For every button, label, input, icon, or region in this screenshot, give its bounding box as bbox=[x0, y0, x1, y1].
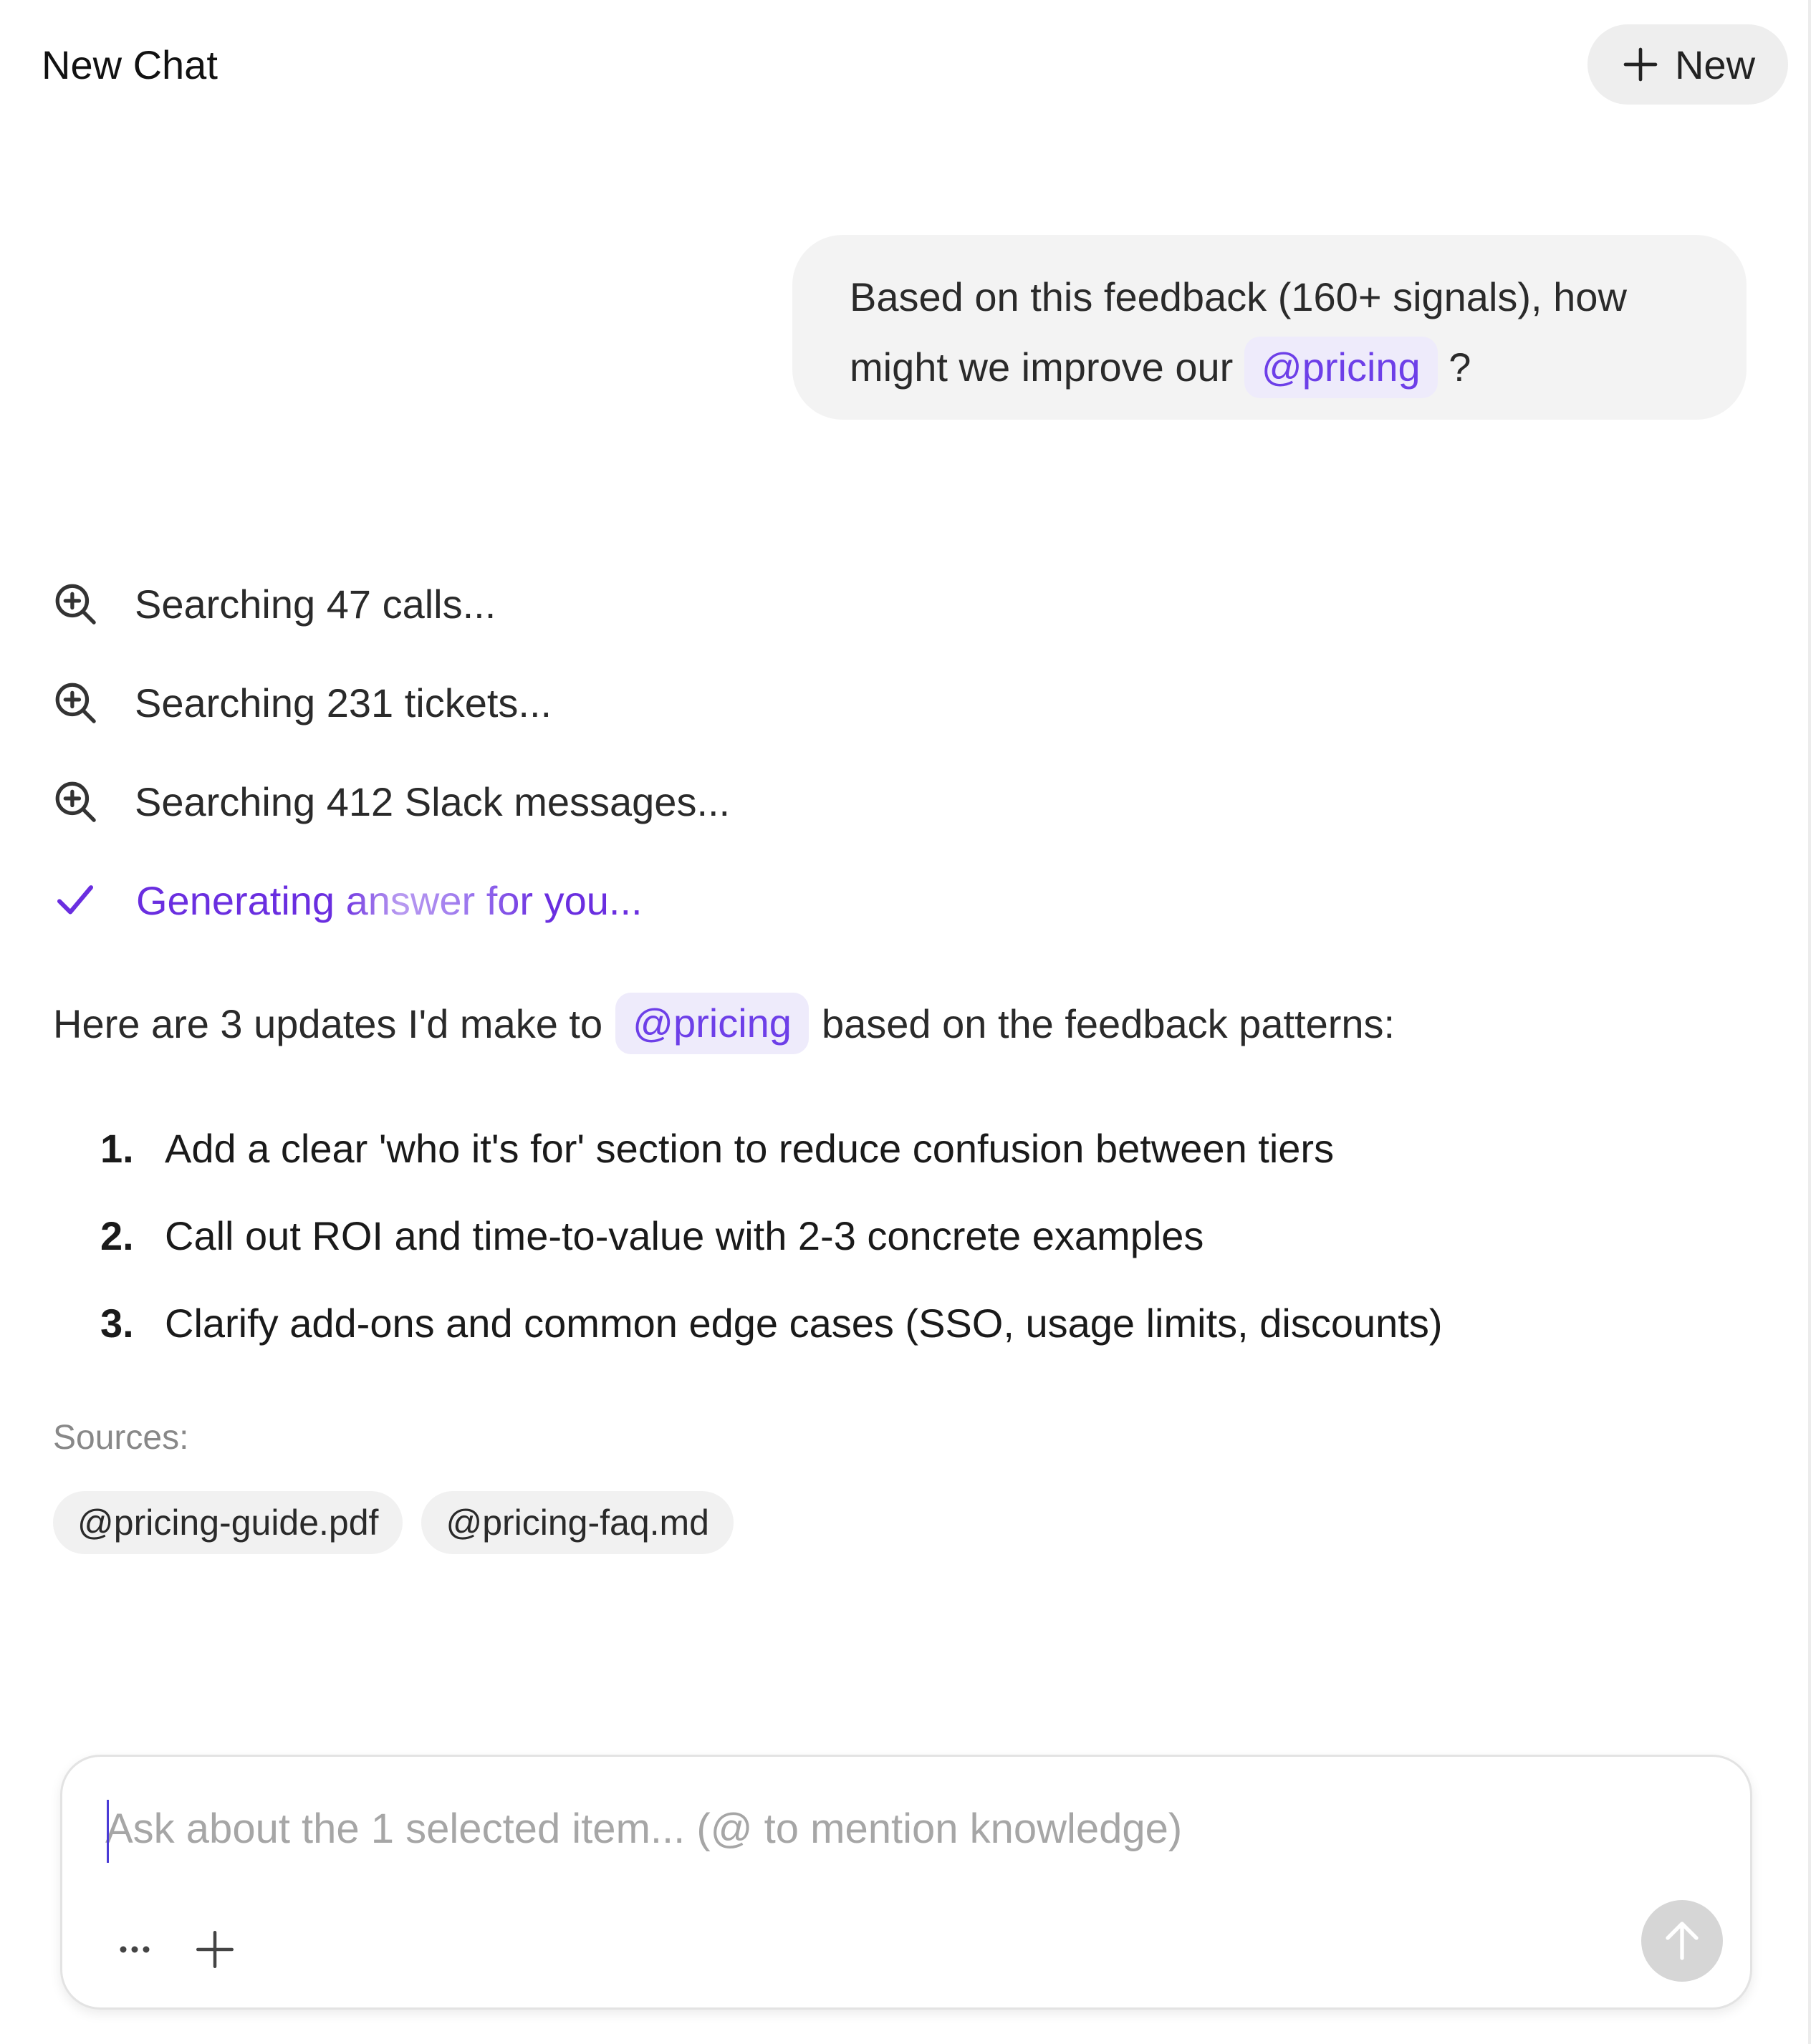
sources-label: Sources: bbox=[53, 1419, 189, 1457]
list-item-text: Call out ROI and time-to-value with 2-3 concrete examples bbox=[165, 1213, 1204, 1258]
arrow-up-icon bbox=[1659, 1918, 1705, 1964]
list-item bbox=[100, 1279, 1442, 1366]
step-label: Searching 47 calls... bbox=[135, 581, 496, 627]
plus-icon bbox=[193, 1928, 236, 1971]
list-item-number: 1. bbox=[100, 1125, 134, 1171]
source-chip[interactable]: @pricing-faq.md bbox=[421, 1491, 734, 1554]
pricing-mention-tag[interactable]: @pricing bbox=[615, 993, 809, 1054]
answer-intro-text-end: based on the feedback patterns: bbox=[821, 1001, 1396, 1046]
search-step-calls bbox=[52, 580, 496, 627]
search-step-slack bbox=[52, 778, 730, 825]
new-chat-label: New bbox=[1674, 42, 1756, 87]
list-item-text: Add a clear 'who it's for' section to reduce confusion between tiers bbox=[165, 1125, 1335, 1171]
list-item bbox=[100, 1192, 1442, 1279]
user-message-end: ? bbox=[1449, 344, 1471, 390]
list-item-number: 2. bbox=[100, 1213, 134, 1258]
chat-composer bbox=[60, 1755, 1752, 2010]
text-cursor bbox=[107, 1800, 109, 1863]
chat-title: New Chat bbox=[42, 42, 218, 87]
send-button[interactable] bbox=[1641, 1900, 1723, 1982]
source-chip[interactable]: @pricing-guide.pdf bbox=[53, 1491, 403, 1554]
more-dots-icon bbox=[117, 1944, 152, 1955]
step-label: Generating answer for you... bbox=[136, 877, 643, 923]
step-label: Searching 231 tickets... bbox=[135, 680, 552, 725]
zoom-in-icon bbox=[52, 679, 99, 726]
sources-chips bbox=[53, 1491, 734, 1554]
step-label: Searching 412 Slack messages... bbox=[135, 778, 731, 824]
list-item bbox=[100, 1104, 1442, 1192]
add-attachment-button[interactable] bbox=[188, 1923, 241, 1976]
list-item-text: Clarify add-ons and common edge cases (SSO, usage limits, discounts) bbox=[165, 1300, 1443, 1346]
user-message-bubble bbox=[792, 235, 1747, 420]
zoom-in-icon bbox=[52, 580, 99, 627]
answer-list bbox=[100, 1104, 1442, 1366]
generating-step bbox=[52, 877, 643, 924]
answer-intro-text: Here are 3 updates I'd make to bbox=[53, 1001, 603, 1046]
user-message-text: Based on this feedback (160+ signals), how might we improve our bbox=[850, 274, 1627, 390]
list-item-number: 3. bbox=[100, 1300, 134, 1346]
new-chat-button[interactable] bbox=[1587, 24, 1788, 105]
zoom-in-icon bbox=[52, 778, 99, 825]
plus-icon bbox=[1620, 44, 1661, 85]
check-icon bbox=[52, 877, 99, 924]
answer-intro bbox=[53, 993, 1395, 1054]
chat-input[interactable] bbox=[105, 1793, 1681, 1864]
more-options-button[interactable] bbox=[110, 1924, 160, 1975]
search-step-tickets bbox=[52, 679, 552, 726]
pricing-mention-tag[interactable]: @pricing bbox=[1244, 337, 1438, 398]
panel-divider bbox=[1808, 0, 1811, 2044]
